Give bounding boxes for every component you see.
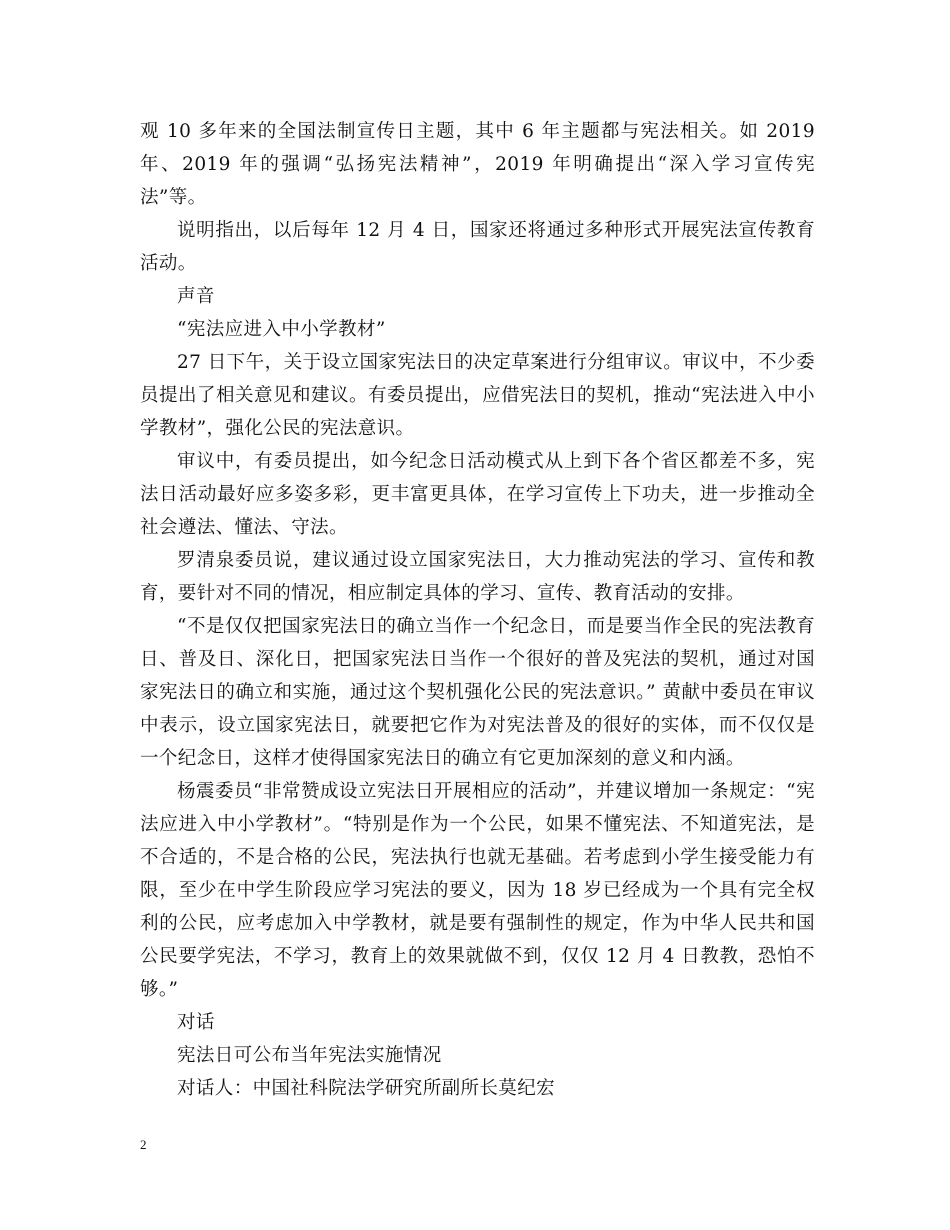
paragraph-6: “不是仅仅把国家宪法日的确立当作一个纪念日，而是要当作全民的宪法教育日、普及日、深化日，把国家宪法日当作一个很好的普及宪法的契机，通过对国家宪法日的确立和实施，通过这个契机强化公民的宪法意识。” 黄献中委员在审议中表示，设立国家宪法日，就要把它作为对宪法普及的很好的实体，而不仅仅是一个纪念日，这样才使得国家宪法日的确立有它更加深刻的意义和内涵。	[140, 616, 815, 769]
subheading-dialogue-title: 宪法日可公布当年宪法实施情况	[177, 1045, 442, 1066]
paragraph-1: 观 10 多年来的全国法制宣传日主题，其中 6 年主题都与宪法相关。如 2019 年、2019 年的强调“弘扬宪法精神”，2019 年明确提出“深入学习宣传宪法”等。	[140, 121, 815, 208]
paragraph-2: 说明指出，以后每年 12 月 4 日，国家还将通过多种形式开展宪法宣传教育活动。	[140, 220, 815, 274]
paragraph-3: 27 日下午，关于设立国家宪法日的决定草案进行分组审议。审议中，不少委员提出了相关意见和建议。有委员提出，应借宪法日的契机，推动“宪法进入中小学教材”，强化公民的宪法意识。	[140, 352, 815, 439]
paragraph-5: 罗清泉委员说，建议通过设立国家宪法日，大力推动宪法的学习、宣传和教育，要针对不同的情况，相应制定具体的学习、宣传、教育活动的安排。	[140, 550, 815, 604]
section-heading-voice: 声音	[177, 286, 215, 307]
section-heading-dialogue: 对话	[177, 1012, 215, 1033]
dialogue-participant: 对话人：中国社科院法学研究所副所长莫纪宏	[177, 1078, 556, 1099]
body-text	[140, 115, 815, 1105]
paragraph-4: 审议中，有委员提出，如今纪念日活动模式从上到下各个省区都差不多，宪法日活动最好应多姿多彩，更丰富更具体，在学习宣传上下功夫，进一步推动全社会遵法、懂法、守法。	[140, 451, 815, 538]
page-number: 2	[140, 1137, 147, 1152]
subheading-textbook: “宪法应进入中小学教材”	[177, 319, 386, 340]
paragraph-7: 杨震委员“非常赞成设立宪法日开展相应的活动”，并建议增加一条规定：“宪法应进入中小学教材”。“特别是作为一个公民，如果不懂宪法、不知道宪法，是不合适的，不是合格的公民，宪法执行也就无基础。若考虑到小学生接受能力有限，至少在中学生阶段应学习宪法的要义，因为 18 岁已经成为一个具有完全权利的公民，应考虑加入中学教材，就是要有强制性的规定，作为中华人民共和国公民要学宪法，不学习，教育上的效果就做不到，仅仅 12 月 4 日教教，恐怕不够。”	[140, 781, 815, 1000]
